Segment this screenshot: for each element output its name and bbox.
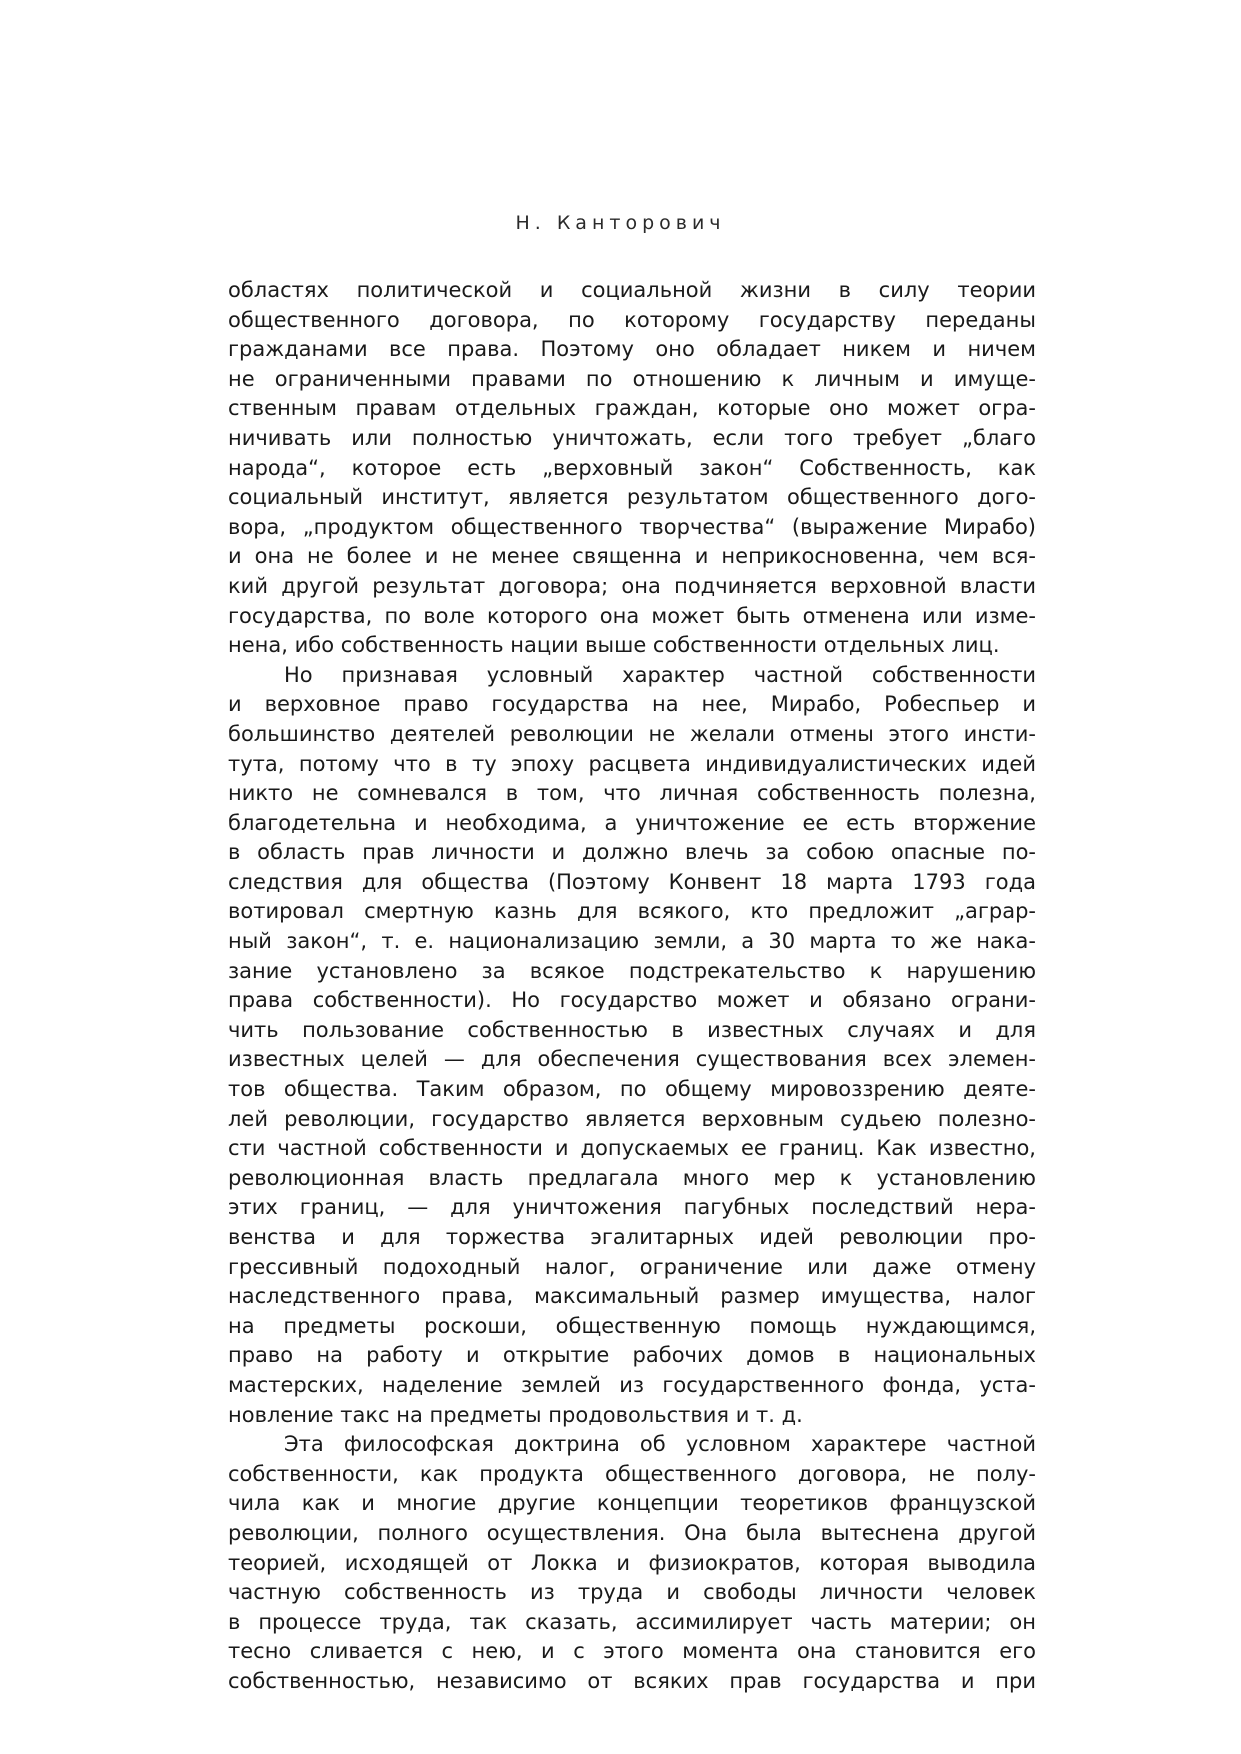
text-line: ственным правам отдельных граждан, которые оно может огра-: [228, 396, 1036, 421]
text-line: мастерских, наделение землей из государственного фонда, уста-: [228, 1372, 1036, 1397]
text-line: тов общества. Таким образом, по общему мировоззрению деяте-: [228, 1077, 1036, 1102]
text-line: сти частной собственности и допускаемых ее границ. Как известно,: [228, 1136, 1036, 1161]
text-line: вора, „продуктом общественного творчества“ (выражение Мирабо): [228, 514, 1036, 539]
paragraph-2: [228, 661, 1036, 1430]
text-line: благодетельна и необходима, а уничтожение ее есть вторжение: [228, 810, 1036, 835]
text-line: лей революции, государство является верховным судьею полезно-: [228, 1106, 1036, 1131]
text-line: грессивный подоходный налог, ограничение или даже отмену: [228, 1254, 1036, 1279]
text-line: революции, полного осуществления. Она была вытеснена другой: [228, 1520, 1036, 1545]
text-line: собственностью, независимо от всяких прав государства и при: [228, 1668, 1036, 1693]
text-line: право на работу и открытие рабочих домов в национальных: [228, 1343, 1036, 1368]
paragraph-3: [228, 1430, 1036, 1696]
text-line: зание установлено за всякое подстрекательство к нарушению: [228, 958, 1036, 983]
text-line: в область прав личности и должно влечь за собою опасные по-: [228, 840, 1036, 865]
text-line: ный закон“, т. е. национализацию земли, а 30 марта то же нака-: [228, 929, 1036, 954]
text-line: венства и для торжества эгалитарных идей революции про-: [228, 1225, 1036, 1249]
text-line: этих границ, — для уничтожения пагубных последствий нера-: [228, 1195, 1036, 1220]
text-line: теорией, исходящей от Локка и физиократов, которая выводила: [228, 1550, 1036, 1575]
text-line: нена, ибо собственность нации выше собственности отдельных лиц.: [228, 633, 1000, 658]
text-line: на предметы роскоши, общественную помощь нуждающимся,: [228, 1313, 1036, 1338]
text-line: государства, по воле которого она может быть отменена или изме-: [228, 603, 1036, 628]
text-line: следствия для общества (Поэтому Конвент 18 марта 1793 года: [228, 869, 1036, 894]
text-line: кий другой результат договора; она подчиняется верховной власти: [228, 573, 1036, 598]
text-line: вотировал смертную казнь для всякого, кто предложит „аграр-: [228, 899, 1036, 924]
paragraph-1: [228, 276, 1036, 661]
text-line: частную собственность из труда и свободы личности человек: [228, 1580, 1036, 1605]
text-line: наследственного права, максимальный размер имущества, налог: [228, 1284, 1036, 1309]
text-line: и она не более и не менее священна и неприкосновенна, чем вся-: [228, 544, 1036, 569]
running-head: Н. Канторович: [515, 212, 726, 234]
text-line: Эта философская доктрина об условном характере частной: [284, 1432, 1036, 1457]
text-line: не ограниченными правами по отношению к личным и имуще-: [228, 366, 1036, 391]
text-line: ничивать или полностью уничтожать, если того требует „благо: [228, 425, 1036, 450]
text-line: народа“, которое есть „верховный закон“ Собственность, как: [228, 455, 1036, 480]
text-line: революционная власть предлагала много мер к установлению: [228, 1165, 1036, 1190]
text-line: собственности, как продукта общественного договора, не полу-: [228, 1461, 1036, 1486]
text-line: права собственности). Но государство может и обязано ограни-: [228, 988, 1036, 1013]
text-line: большинство деятелей революции не желали отмены этого инсти-: [228, 721, 1036, 746]
text-line: новление такс на предметы продовольствия и т. д.: [228, 1402, 803, 1427]
text-line: никто не сомневался в том, что личная собственность полезна,: [228, 781, 1036, 806]
text-line: чить пользование собственностью в известных случаях и для: [228, 1017, 1036, 1042]
text-line: общественного договора, по которому государству переданы: [228, 307, 1036, 332]
text-line: в процессе труда, так сказать, ассимилирует часть материи; он: [228, 1609, 1036, 1634]
text-line: тесно сливается с нею, и с этого момента она становится его: [228, 1639, 1036, 1664]
text-line: и верховное право государства на нее, Мирабо, Робеспьер и: [228, 692, 1036, 717]
text-line: чила как и многие другие концепции теоретиков французской: [228, 1491, 1036, 1516]
text-line: социальный институт, является результатом общественного дого-: [228, 485, 1036, 510]
text-line: областях политической и социальной жизни в силу теории: [228, 278, 1036, 302]
text-line: Но признавая условный характер частной собственности: [284, 662, 1036, 687]
text-line: гражданами все права. Поэтому оно обладает никем и ничем: [228, 337, 1036, 362]
text-line: известных целей — для обеспечения существования всех элемен-: [228, 1047, 1036, 1072]
text-line: тута, потому что в ту эпоху расцвета индивидуалистических идей: [228, 751, 1036, 776]
body-text: [228, 276, 1036, 1697]
